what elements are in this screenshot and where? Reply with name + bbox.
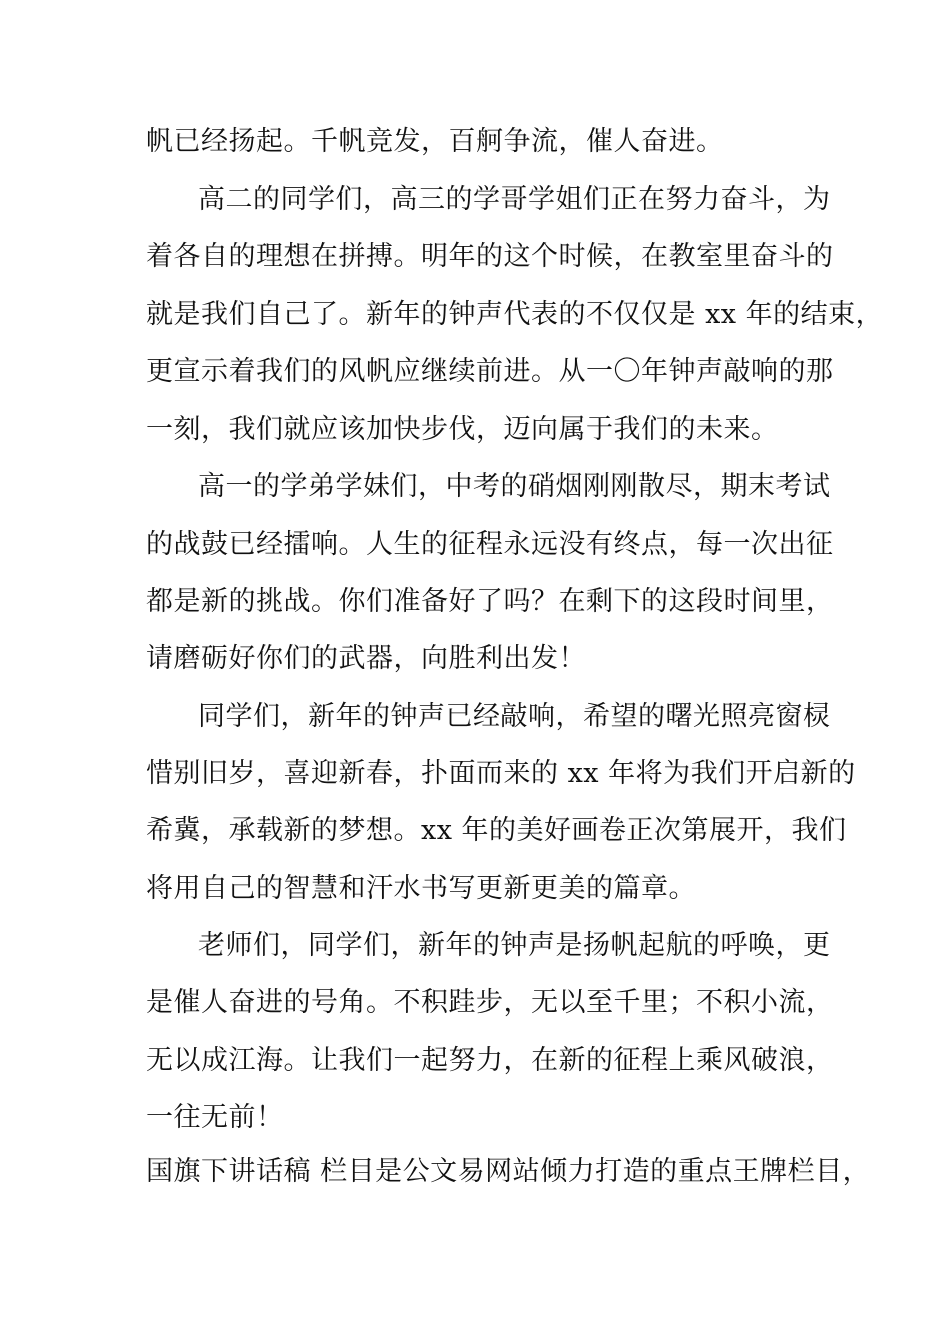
paragraph-first-line: 高一的学弟学妹们，中考的硝烟刚刚散尽，期末考试 [198,471,831,502]
text-line: 希冀，承载新的梦想。xx 年的美好画卷正次第展开，我们 [146,815,847,846]
text-line: 着各自的理想在拼搏。明年的这个时候，在教室里奋斗的 [146,241,834,272]
text-line: 请磨砺好你们的武器，向胜利出发！ [146,643,586,674]
footer-promo-line: 国旗下讲话稿 栏目是公文易网站倾力打造的重点王牌栏目， [146,1156,871,1187]
paragraph-first-line: 高二的同学们，高三的学哥学姐们正在努力奋斗，为 [198,184,831,215]
text-line: 一往无前！ [146,1102,284,1133]
paragraph-first-line: 同学们，新年的钟声已经敲响，希望的曙光照亮窗棂 [198,701,831,732]
text-line: 就是我们自己了。新年的钟声代表的不仅仅是 xx 年的结束， [146,299,884,330]
text-line: 的战鼓已经擂响。人生的征程永远没有终点，每一次出征 [146,529,834,560]
text-line: 将用自己的智慧和汗水书写更新更美的篇章。 [146,873,696,904]
paragraph-first-line: 老师们，同学们，新年的钟声是扬帆起航的呼唤，更 [198,930,831,961]
text-line: 一刻，我们就应该加快步伐，迈向属于我们的未来。 [146,414,779,445]
text-line: 惜别旧岁，喜迎新春，扑面而来的 xx 年将为我们开启新的 [146,758,856,789]
text-line: 都是新的挑战。你们准备好了吗？在剩下的这段时间里， [146,586,834,617]
text-line: 帆已经扬起。千帆竞发，百舸争流，催人奋进。 [146,126,724,157]
text-line: 更宣示着我们的风帆应继续前进。从一〇年钟声敲响的那 [146,356,834,387]
text-line: 无以成江海。让我们一起努力，在新的征程上乘风破浪， [146,1045,834,1076]
text-line: 是催人奋进的号角。不积跬步，无以至千里；不积小流， [146,987,834,1018]
